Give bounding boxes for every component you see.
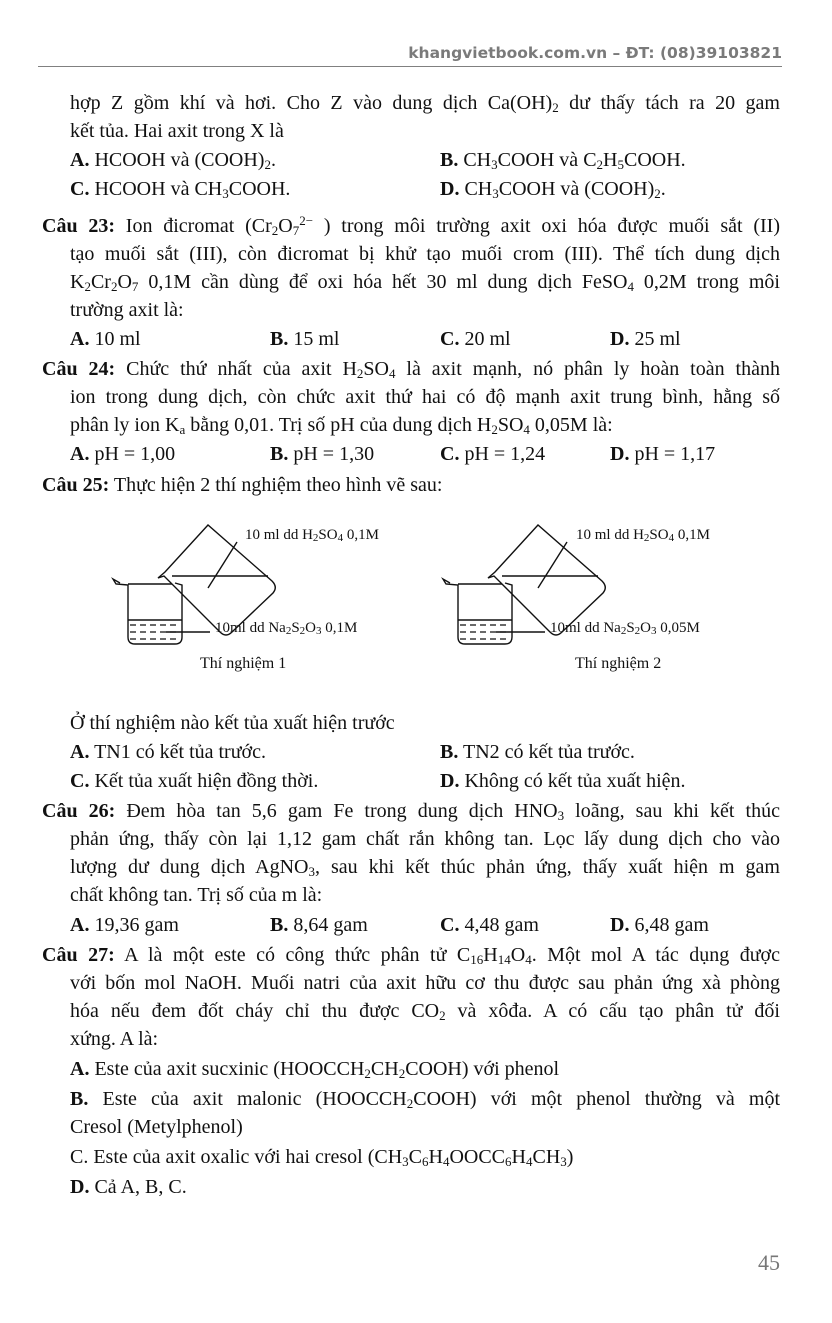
- q26-option-b: B. 8,64 gam: [270, 914, 368, 936]
- option-prev-d: D. $CH_3COOH$ và $(COOH)_2$.: [440, 178, 666, 201]
- q27-option-d: D. Cả A, B, C.: [70, 1176, 187, 1198]
- header-divider: [38, 66, 782, 67]
- continuation-line-1: hợp Z gồm khí và hơi. Cho Z vào dung dịch $Ca(OH)_2$ dư thấy tách ra 20 gam: [70, 92, 780, 115]
- q23-line-4: trường axit là:: [70, 299, 184, 321]
- q27-line-3: hóa nếu đem đốt cháy chỉ thu được $CO_2$ và xôđa. A có cấu tạo phân tử đối: [70, 1000, 780, 1023]
- exp1-acid-label: 10 ml dd $H_2SO_4$ 0,1M: [245, 527, 379, 544]
- q26-option-d: D. 6,48 gam: [610, 914, 709, 936]
- option-prev-b: B. $CH_3COOH$ và $C_2H_5COOH$.: [440, 149, 686, 172]
- continuation-line-2: kết tủa. Hai axit trong X là: [70, 120, 284, 142]
- q24-line-2: ion trong dung dịch, còn chức axit thứ hai có độ mạnh axit trung bình, hằng số: [70, 386, 780, 408]
- q24-option-d: D. pH = 1,17: [610, 443, 716, 465]
- q24-line-1: Câu 24: Chức thứ nhất của axit $H_2SO_4$ là axit mạnh, nó phân ly hoàn toàn thành: [42, 358, 780, 381]
- exp2-acid-label: 10 ml dd $H_2SO_4$ 0,1M: [576, 527, 710, 544]
- q27-option-b-line-2: Cresol (Metylphenol): [70, 1116, 243, 1138]
- q25-option-c: C. Kết tủa xuất hiện đồng thời.: [70, 770, 319, 792]
- exp1-thiosulfate-label: 10ml dd $Na_2S_2O_3$ 0,1M: [215, 620, 358, 637]
- q23-line-1: Câu 23: Ion đicromat ($Cr_2O_7^{2-}$ ) trong môi trường axit oxi hóa được muối sắt (II): [42, 213, 781, 238]
- q23-line-3: $K_2Cr_2O_7$ 0,1M cần dùng để oxi hóa hết 30 ml dung dịch FeSO$_4$ 0,2M trong môi: [70, 271, 780, 294]
- q23-line-2: tạo muối sắt (III), còn đicromat bị khử tạo muối crom (III). Thể tích dung dịch: [70, 243, 780, 265]
- page-header: khangvietbook.com.vn – ĐT: (08)39103821: [408, 44, 782, 62]
- q25-option-a: A. TN1 có kết tủa trước.: [70, 741, 267, 763]
- q26-line-1: Câu 26: Đem hòa tan 5,6 gam Fe trong dung dịch $HNO_3$ loãng, sau khi kết thúc: [42, 800, 780, 823]
- q24-option-a: A. pH = 1,00: [70, 443, 176, 465]
- q25-option-d: D. Không có kết tủa xuất hiện.: [440, 770, 686, 792]
- q26-option-a: A. 19,36 gam: [70, 914, 179, 936]
- exp2-thiosulfate-label: 10ml dd $Na_2S_2O_3$ 0,05M: [550, 620, 700, 637]
- q23-option-d: D. 25 ml: [610, 328, 681, 350]
- q27-option-c: C. Este của axit oxalic với hai cresol $(CH_3C_6H_4OOCC_6H_4CH_3)$: [70, 1146, 574, 1169]
- q26-line-3: lượng dư dung dịch AgNO$_3$, sau khi kết thúc phản ứng, thấy xuất hiện m gam: [70, 856, 780, 879]
- q25-option-b: B. TN2 có kết tủa trước.: [440, 741, 635, 763]
- option-prev-a: A. HCOOH và $(COOH)_2$.: [70, 149, 276, 172]
- q27-option-b: B. Este của axit malonic $(HOOCCH_2COOH)$ với một phenol thường và một: [70, 1088, 780, 1111]
- q24-option-c: C. pH = 1,24: [440, 443, 546, 465]
- q23-option-b: B. 15 ml: [270, 328, 340, 350]
- q23-option-c: C. 20 ml: [440, 328, 511, 350]
- exp2-caption: Thí nghiệm 2: [575, 655, 662, 672]
- q26-line-4: chất không tan. Trị số của m là:: [70, 884, 323, 906]
- q26-option-c: C. 4,48 gam: [440, 914, 539, 936]
- exp1-caption: Thí nghiệm 1: [200, 655, 287, 672]
- q27-line-2: với bốn mol NaOH. Muối natri của axit hữu cơ thu được sau phản ứng xà phòng: [70, 972, 780, 994]
- q26-line-2: phản ứng, thấy còn lại 1,12 gam chất rắn không tan. Lọc lấy dung dịch cho vào: [70, 828, 780, 850]
- q27-option-a: A. Este của axit sucxinic $(HOOCCH_2CH_2COOH)$ với phenol: [70, 1058, 560, 1081]
- q24-option-b: B. pH = 1,30: [270, 443, 375, 465]
- page-number: 45: [758, 1250, 780, 1275]
- q27-line-4: xứng. A là:: [70, 1028, 159, 1050]
- q25-prompt: Ở thí nghiệm nào kết tủa xuất hiện trước: [70, 712, 395, 734]
- q23-option-a: A. 10 ml: [70, 328, 141, 350]
- q25-experiment-figure: [100, 505, 780, 695]
- q25-line-1: Câu 25: Thực hiện 2 thí nghiệm theo hình vẽ sau:: [42, 474, 443, 496]
- option-prev-c: C. HCOOH và $CH_3COOH$.: [70, 178, 291, 201]
- q24-line-3: phân ly ion $K_a$ bằng 0,01. Trị số pH của dung dịch $H_2SO_4$ 0,05M là:: [70, 414, 613, 437]
- q27-line-1: Câu 27: A là một este có công thức phân tử $C_{16}H_{14}O_4$. Một mol A tác dụng được: [42, 944, 780, 967]
